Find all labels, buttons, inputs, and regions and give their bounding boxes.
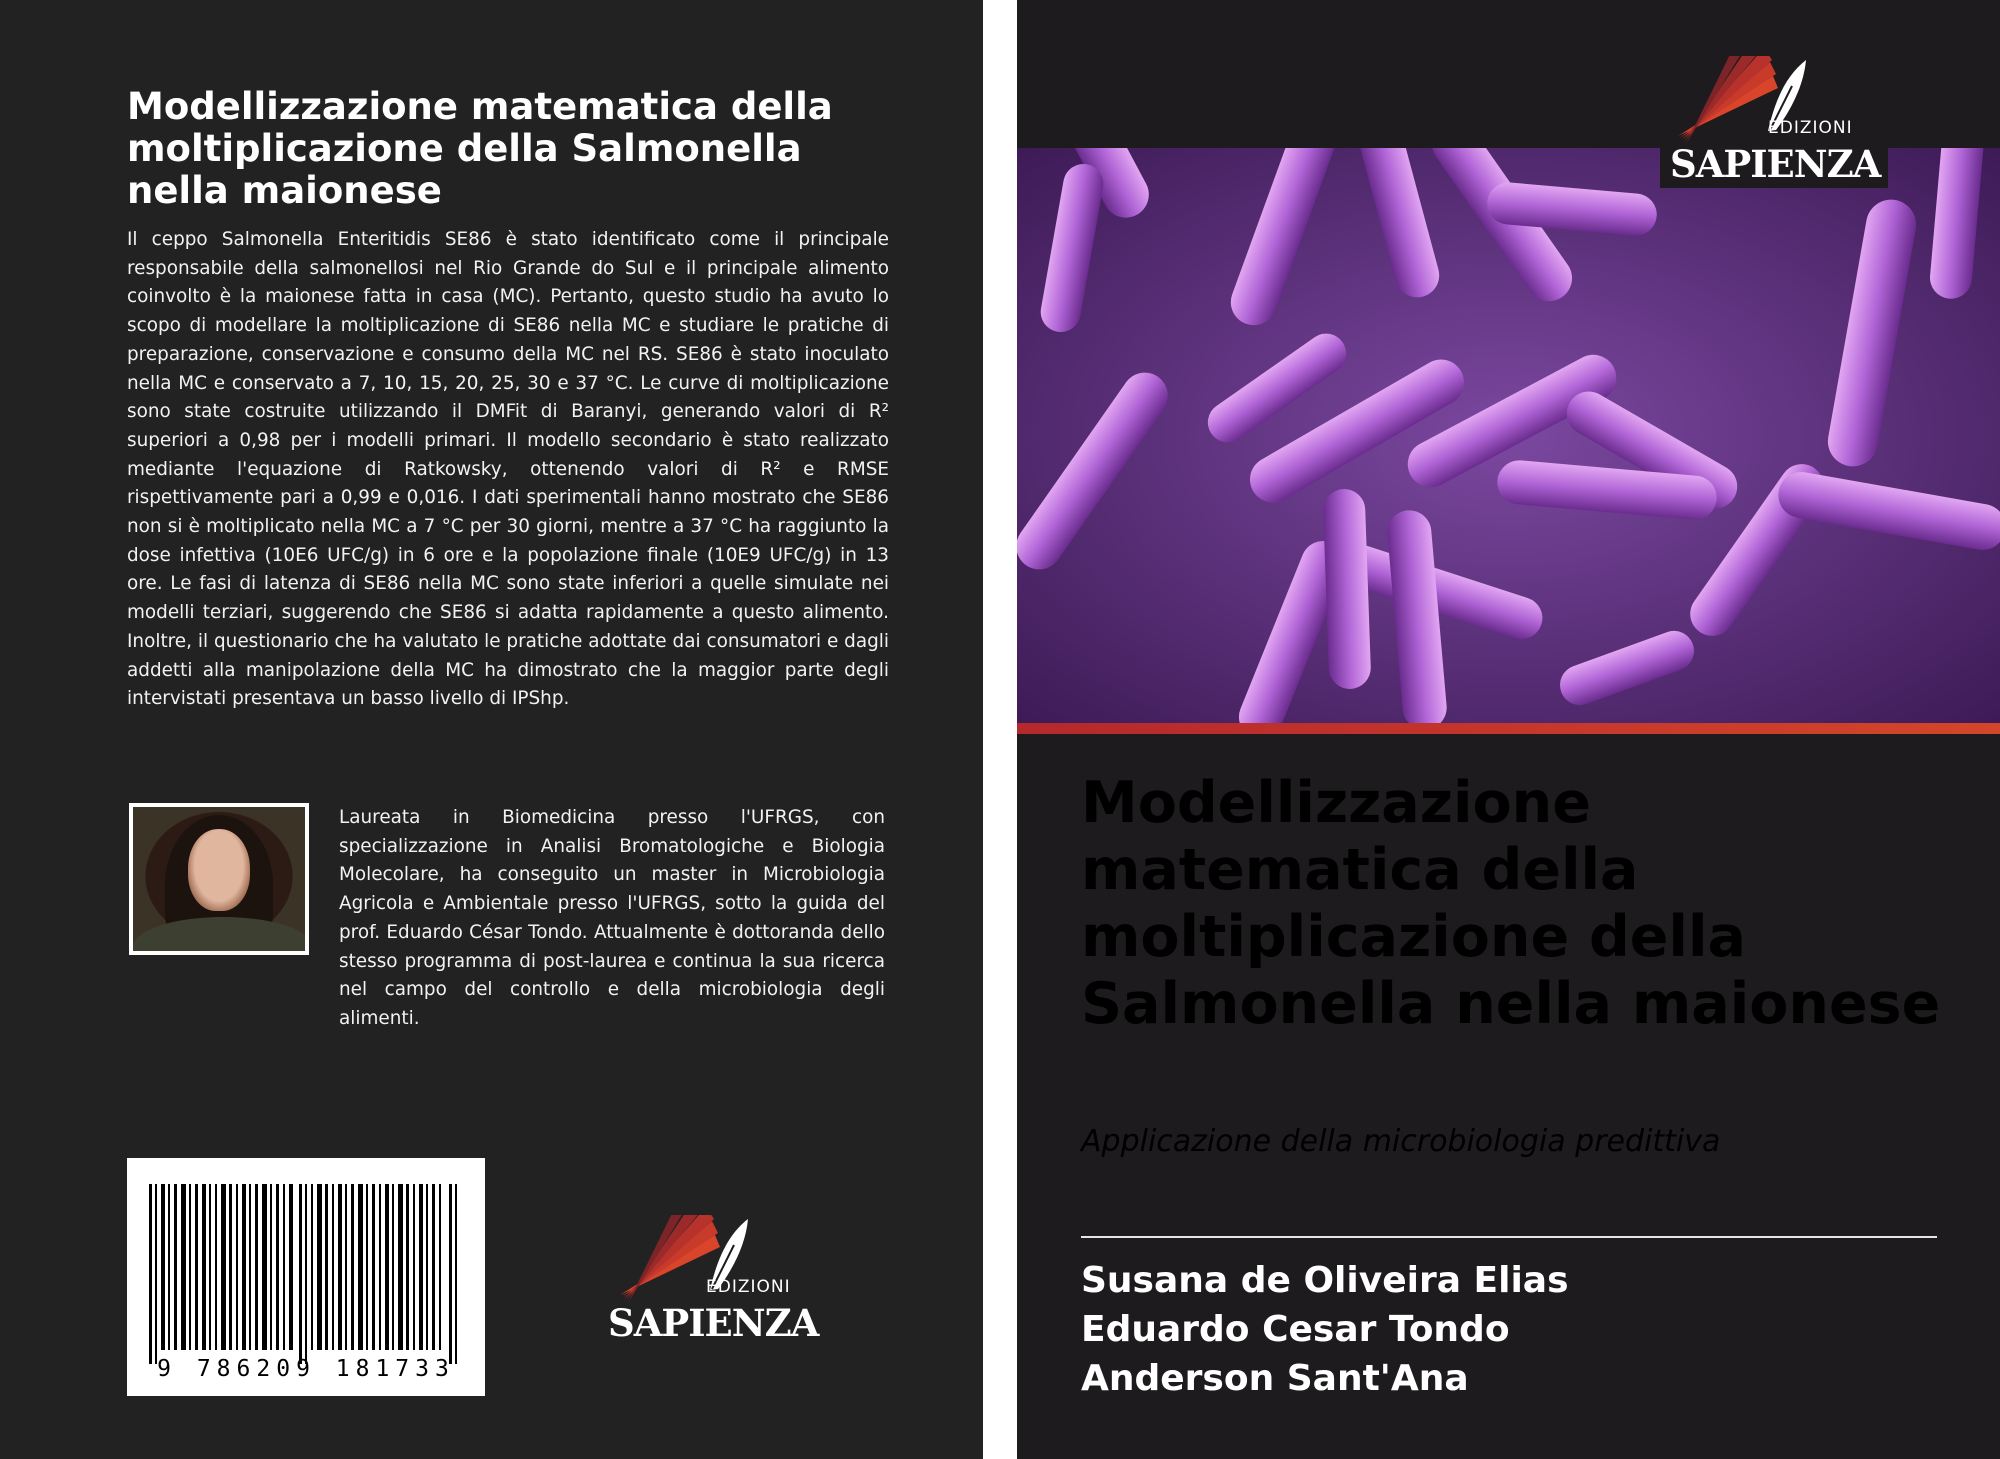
isbn-barcode [127,1158,485,1396]
author-name: Eduardo Cesar Tondo [1081,1309,1510,1350]
back-cover-abstract: Il ceppo Salmonella Enteritidis SE86 è stato identificato come il principale responsabile della salmonellosi nel Rio Grande do Sul e il principale alimento coinvolto è la maionese fatta in casa (MC). Pertanto, questo studio ha avuto lo scopo di modellare la moltiplicazione di SE86 nella MC e studiare le pratiche di preparazione, conservazione e consumo della MC nel RS. SE86 è stato inoculato nella MC e conservato a 7, 10, 15, 20, 25, 30 e 37 °C. Le curve di moltiplicazione sono state costruite utilizzando il DMFit di Baranyi, generando valori di R² superiori a 0,98 per i modelli primari. Il modello secondario è stato realizzato mediante l'equazione di Ratkowsky, ottenendo valori di R² e RMSE rispettivamente pari a 0,99 e 0,016. I dati sperimentali hanno mostrato che SE86 non si è moltiplicato nella MC a 7 °C per 30 giorni, mentre a 37 °C ha raggiunto la dose infettiva (10E6 UFC/g) in 6 ore e la popolazione finale (10E9 UFC/g) in 13 ore. Le fasi di latenza di SE86 nella MC sono state inferiori a quelle simulate nei modelli terziari, suggerendo che SE86 si adatta rapidamente a questo alimento. Inoltre, il questionario che ha valutato le pratiche adottate dai consumatori e dagli addetti alla manipolazione della MC ha dimostrato che la maggior parte degli intervistati presentava un basso livello di IPShp. [127,229,889,710]
isbn-digits: 9 786209 181733 [157,1356,455,1382]
accent-stripe [1017,723,2000,734]
publisher-logo [600,1215,820,1345]
back-cover-title: Modellizzazione matematica della moltiplicazione della Salmonella nella maionese [127,85,833,212]
divider [1081,1236,1937,1238]
author-name: Anderson Sant'Ana [1081,1358,1469,1399]
author-name: Susana de Oliveira Elias [1081,1260,1569,1301]
front-cover-title: Modellizzazione matematica della moltiplicazione della Salmonella nella maionese [1081,770,1941,1037]
front-publisher-logo [1662,56,1882,186]
back-cover [0,0,983,1459]
author-photo [129,803,309,955]
bacteria-illustration [1017,148,2000,723]
author-list [1081,1256,1961,1403]
front-cover-subtitle: Applicazione della microbiologia predittiva [1081,1124,1721,1159]
publisher-sub: EDIZIONI [706,1277,791,1297]
publisher-name: SAPIENZA [608,1301,819,1345]
author-bio: Laureata in Biomedicina presso l'UFRGS, con specializzazione in Analisi Bromatologiche e Biologia Molecolare, ha conseguito un master in Microbiologia Agricola e Ambientale presso l'UFRGS, sotto la guida del prof. Eduardo César Tondo. Attualmente è dottoranda dello stesso programma di post-laurea e continua la sua ricerca nel campo del controllo e della microbiologia degli alimenti. [339,807,885,1029]
front-publisher-name: SAPIENZA [1670,142,1881,186]
front-publisher-sub: EDIZIONI [1768,118,1853,138]
